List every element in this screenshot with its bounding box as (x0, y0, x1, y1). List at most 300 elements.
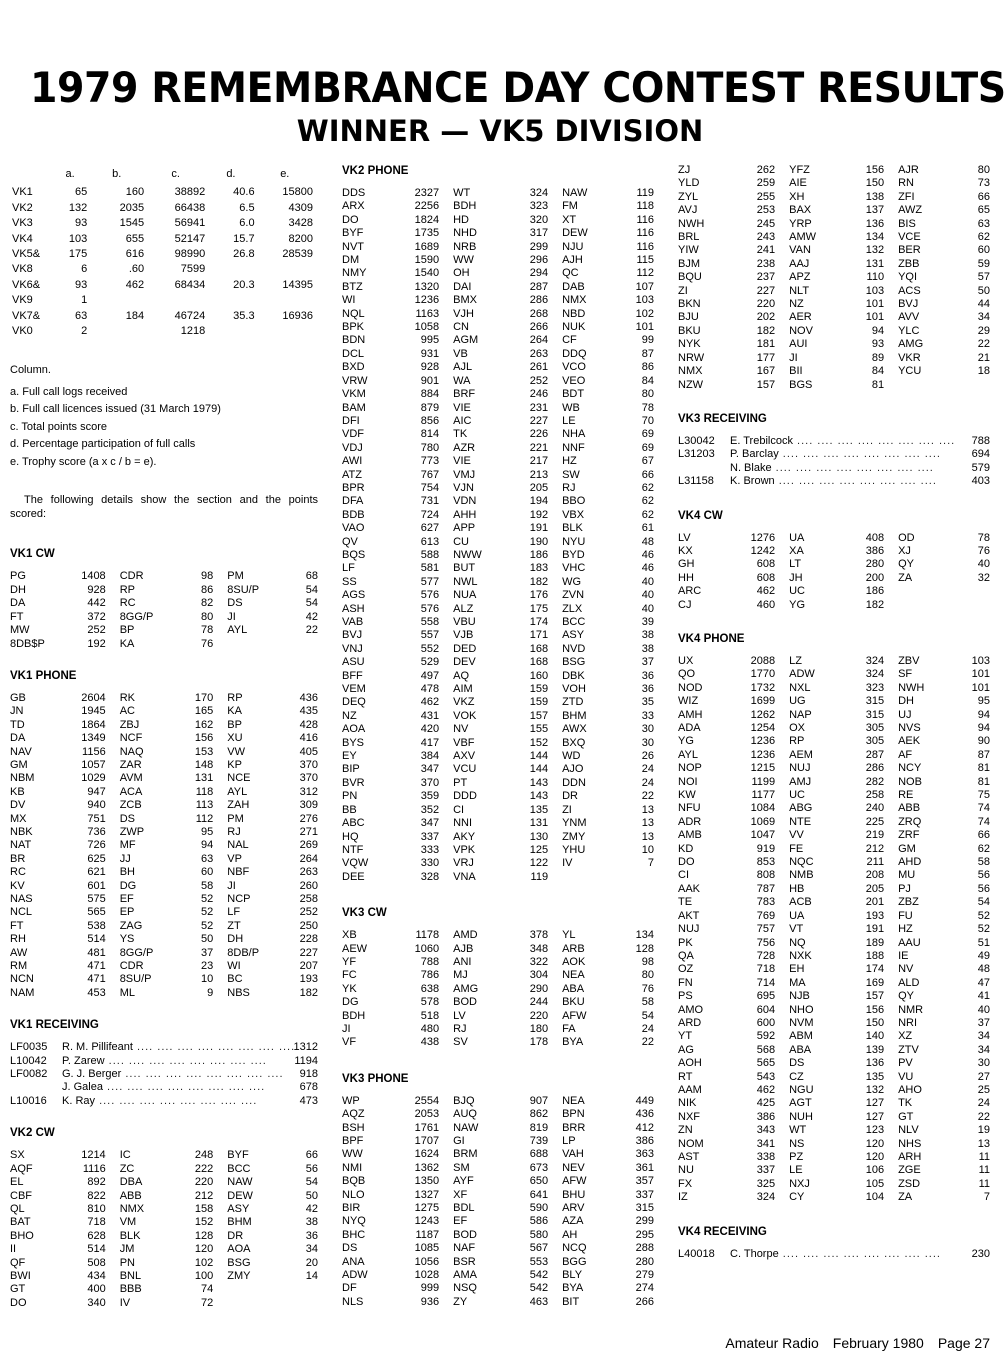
points-cell: 86 (641, 361, 654, 374)
points-cell: 95 (201, 825, 214, 838)
callsign-cell: CI (678, 869, 689, 882)
table-row (678, 1178, 990, 1191)
points-cell: 245 (756, 217, 776, 230)
callsign-cell: LZ (789, 654, 802, 667)
callsign-cell: DS (119, 812, 135, 825)
points-cell: 1177 (751, 789, 776, 802)
points-cell: 143 (529, 776, 549, 789)
points-cell: 1057 (81, 758, 106, 771)
table-row (342, 187, 654, 200)
table-row (678, 856, 990, 869)
points-cell: 22 (305, 624, 318, 637)
points-cell: 144 (529, 750, 549, 763)
callsign-cell: NYU (562, 535, 586, 548)
callsign-cell: FX (678, 1177, 693, 1190)
points-cell: 918 (299, 1068, 318, 1081)
points-cell: 237 (756, 271, 776, 284)
points-cell: 246 (529, 388, 549, 401)
table-row (678, 244, 990, 257)
points-cell: 386 (865, 544, 885, 557)
callsign-cell: NYK (678, 338, 701, 351)
points-cell: 940 (87, 799, 106, 812)
callsign-cell: ZWP (119, 825, 145, 838)
callsign-cell: ARC (678, 585, 702, 598)
callsign-cell: BYF (342, 227, 364, 240)
callsign-cell: BOD (453, 1228, 477, 1241)
points-cell: 120 (194, 1243, 214, 1256)
table-row (10, 1068, 318, 1081)
section-heading: VK2 CW (10, 1127, 55, 1140)
points-cell: 1194 (294, 1054, 318, 1067)
callsign-cell: NNF (562, 441, 585, 454)
points-cell: 1735 (414, 227, 440, 240)
points-cell: 168 (529, 642, 549, 655)
points-cell: 67 (641, 455, 654, 468)
callsign-cell: NBS (227, 986, 250, 999)
summary-cell: 1 (81, 294, 88, 307)
callsign-cell: VRW (342, 374, 368, 387)
callsign-cell: NXJ (789, 1177, 810, 1190)
table-row (10, 719, 318, 732)
callsign-cell: AG (678, 1043, 694, 1056)
table-row (10, 611, 318, 624)
callsign-cell: RJ (227, 825, 241, 838)
summary-cell: 98990 (174, 248, 206, 261)
points-cell: 40 (977, 1003, 990, 1016)
table-row (678, 352, 990, 365)
callsign-cell: NCL (10, 906, 33, 919)
callsign-cell: BDB (342, 508, 365, 521)
section-table (342, 929, 654, 1050)
points-cell: 324 (865, 654, 885, 667)
callsign-cell: VM (119, 1216, 137, 1229)
callsign-cell: CN (453, 321, 469, 334)
callsign-cell: NMI (342, 1161, 363, 1174)
callsign-cell: AYF (453, 1175, 474, 1188)
points-cell: 348 (529, 942, 549, 955)
callsign-cell: VNJ (342, 642, 363, 655)
callsign-cell: ZTD (562, 696, 584, 709)
points-cell: 54 (977, 896, 990, 909)
points-cell: 50 (201, 933, 214, 946)
callsign-cell: JI (342, 1022, 351, 1035)
callsign-cell: BQU (678, 271, 702, 284)
callsign-cell: FN (678, 976, 693, 989)
points-cell: 579 (971, 461, 990, 474)
points-cell: 30 (641, 736, 654, 749)
callsign-cell: CDR (119, 960, 144, 973)
callsign-cell: NVM (789, 1016, 814, 1029)
points-cell: 780 (420, 441, 440, 454)
points-cell: 58 (201, 879, 214, 892)
callsign-cell: ZBB (898, 257, 920, 270)
callsign-cell: BSH (342, 1121, 365, 1134)
callsign-cell: DS (789, 1057, 805, 1070)
table-row (342, 603, 654, 616)
points-cell: 98 (641, 955, 654, 968)
points-cell: 157 (865, 990, 885, 1003)
points-cell: 193 (299, 973, 318, 986)
callsign-cell: DEW (562, 227, 588, 240)
callsign-cell: ABB (898, 802, 921, 815)
points-cell: 103 (635, 294, 654, 307)
points-cell: 182 (299, 986, 318, 999)
table-row (10, 826, 318, 839)
callsign-cell: BIP (342, 763, 360, 776)
points-cell: 428 (299, 718, 318, 731)
callsign-cell: NMR (898, 1003, 924, 1016)
leader-dots: .... .... .... .... .... .... .... .... (132, 1041, 296, 1054)
table-row (678, 338, 990, 351)
callsign-cell: ZA (898, 571, 913, 584)
points-cell: 167 (756, 365, 776, 378)
points-cell: 205 (865, 882, 885, 895)
callsign-cell: VP (227, 852, 242, 865)
callsign-cell: NMB (789, 869, 814, 882)
points-cell: 304 (529, 969, 549, 982)
callsign-cell: JN (10, 705, 24, 718)
callsign-cell: DO (10, 1296, 27, 1309)
points-cell: 135 (865, 1070, 885, 1083)
points-cell: 1276 (750, 531, 776, 544)
section-vk3-phone-continued (678, 164, 990, 392)
callsign-cell: WD (562, 750, 581, 763)
points-cell: 819 (529, 1121, 549, 1134)
callsign-cell: MJ (453, 969, 468, 982)
callsign-cell: CY (789, 1191, 805, 1204)
callsign-cell: BKU (678, 324, 701, 337)
callsign-cell: ABC (342, 817, 365, 830)
callsign-cell: KP (227, 758, 242, 771)
table-row (678, 558, 990, 571)
points-cell: 1243 (414, 1215, 440, 1228)
points-cell: 442 (87, 597, 106, 610)
points-cell: 1236 (750, 748, 776, 761)
points-cell (280, 1283, 318, 1296)
callsign-cell: BYD (562, 548, 585, 561)
callsign-cell: BFF (342, 669, 363, 682)
callsign-cell: NJU (562, 240, 584, 253)
summary-cell: 6 (81, 263, 88, 276)
points-cell: 227 (529, 414, 549, 427)
points-cell: 68 (305, 570, 318, 583)
callsign-cell: DFA (342, 495, 364, 508)
points-cell: 115 (636, 254, 654, 267)
points-cell: 1254 (750, 722, 776, 734)
points-cell: 98 (201, 570, 214, 583)
licence-number: L30042 (678, 434, 715, 447)
points-cell: 315 (635, 1202, 654, 1215)
table-row (10, 933, 318, 946)
points-cell: 862 (529, 1108, 549, 1121)
table-row (10, 1216, 318, 1229)
summary-cell: 7599 (180, 263, 206, 276)
summary-table (10, 166, 315, 340)
section-heading: VK3 PHONE (342, 1072, 409, 1085)
points-cell: 34 (977, 1043, 990, 1056)
callsign-cell: NCP (227, 893, 251, 905)
points-cell: 299 (635, 1215, 654, 1228)
points-cell: 1732 (750, 681, 776, 694)
callsign-cell: AW (10, 946, 28, 959)
points-cell: 61 (641, 522, 654, 535)
callsign-cell: WB (562, 401, 580, 414)
callsign-cell: VKM (342, 388, 366, 401)
callsign-cell: JH (789, 571, 803, 584)
section-heading: VK1 CW (10, 548, 55, 561)
summary-call-area: VK9 (12, 294, 33, 307)
points-cell: 323 (529, 200, 549, 213)
table-row (342, 549, 654, 562)
points-cell: 23 (201, 960, 214, 973)
points-cell: 290 (529, 982, 549, 995)
callsign-cell: MU (898, 869, 916, 882)
leader-dots: .... .... .... .... .... .... .... .... (95, 1094, 258, 1107)
points-cell: 947 (87, 785, 106, 798)
points-cell: 1060 (414, 942, 440, 955)
points-cell: 186 (529, 548, 549, 561)
points-cell: 34 (305, 1243, 318, 1256)
page-title: 1979 REMEMBRANCE DAY CONTEST RESULTS (30, 63, 1006, 112)
callsign-cell: AGT (789, 1097, 812, 1110)
summary-row (12, 217, 313, 230)
column-1 (10, 166, 318, 1310)
callsign-cell: AOA (342, 723, 366, 736)
callsign-cell: AWZ (898, 204, 923, 217)
callsign-cell: BBO (562, 495, 586, 508)
callsign-cell: NMX (119, 1202, 145, 1215)
points-cell: 718 (87, 1216, 106, 1229)
points-cell: 132 (865, 1083, 885, 1096)
points-cell: 226 (529, 428, 549, 441)
summary-call-area: VK3 (12, 217, 33, 230)
callsign-cell: ABA (562, 982, 585, 995)
callsign-cell: VIE (453, 455, 471, 468)
points-cell: 586 (529, 1215, 549, 1228)
points-cell: 305 (865, 722, 885, 734)
table-row (342, 375, 654, 388)
leader-dots: .... .... .... .... .... .... .... .... (778, 448, 941, 461)
table-row (10, 960, 318, 973)
listener-name-cell (730, 448, 950, 461)
callsign-cell: NAW (227, 1176, 253, 1189)
callsign-cell: NUJ (789, 762, 811, 775)
callsign-cell: JJ (119, 852, 131, 865)
callsign-cell: BDL (453, 1202, 475, 1215)
summary-cell: 26.8 (233, 248, 255, 261)
callsign-cell: DH (227, 933, 244, 946)
callsign-cell: AMH (678, 708, 703, 721)
callsign-cell: DED (453, 642, 477, 655)
points-cell: 52 (977, 923, 990, 936)
points-cell: 425 (756, 1097, 776, 1110)
callsign-cell: MA (789, 976, 806, 989)
points-cell: 1689 (414, 240, 440, 253)
summary-cell: 160 (125, 186, 145, 199)
points-cell: 728 (756, 949, 776, 962)
callsign-cell: AHH (453, 508, 477, 521)
callsign-cell: ASY (562, 629, 585, 642)
callsign-cell: TK (453, 428, 468, 441)
points-cell: 1058 (414, 321, 440, 334)
points-cell: 767 (420, 468, 440, 481)
callsign-cell: ZI (562, 803, 572, 816)
callsign-cell: IE (898, 949, 909, 962)
callsign-cell: YS (119, 933, 135, 946)
points-cell: 299 (529, 240, 549, 253)
callsign-cell: NWL (453, 575, 478, 588)
callsign-cell: IC (119, 1149, 131, 1162)
summary-cell: 655 (125, 232, 145, 245)
callsign-cell: BXD (342, 361, 365, 374)
table-row (10, 692, 318, 705)
listener-name-cell (730, 475, 950, 488)
points-cell: 32 (977, 571, 990, 584)
points-cell: 56 (977, 882, 990, 895)
callsign-cell: VKZ (453, 696, 475, 709)
callsign-cell: ZC (119, 1162, 135, 1175)
callsign-cell: ZT (227, 919, 241, 932)
callsign-cell: HZ (562, 455, 577, 468)
table-row (342, 267, 654, 280)
points-cell: 263 (299, 866, 318, 879)
callsign-cell: KV (10, 879, 25, 892)
page-subtitle: WINNER — VK5 DIVISION (296, 114, 704, 148)
points-cell: 50 (305, 1189, 318, 1202)
listener-name: C. Thorpe (730, 1247, 779, 1260)
section-table (678, 655, 990, 1205)
table-row (678, 695, 990, 708)
licence-number: LF0082 (10, 1068, 48, 1081)
summary-cell: 462 (125, 278, 145, 291)
callsign-cell: RP (119, 583, 135, 596)
callsign-cell: BDN (342, 334, 366, 347)
points-cell: 2053 (414, 1108, 440, 1121)
points-cell: 225 (865, 815, 885, 828)
callsign-cell: YK (342, 982, 357, 995)
callsign-cell: CI (453, 803, 465, 816)
points-cell: 718 (756, 963, 776, 976)
callsign-cell: BLK (119, 1229, 141, 1242)
callsign-cell: UA (789, 909, 805, 922)
callsign-cell: AMO (678, 1003, 704, 1016)
points-cell: 130 (529, 830, 549, 843)
points-cell: 156 (194, 732, 214, 745)
callsign-cell: NRW (678, 351, 705, 364)
table-row (678, 789, 990, 802)
callsign-cell: NCE (227, 772, 251, 785)
licence-number: LF0035 (10, 1041, 48, 1054)
table-row (342, 308, 654, 321)
callsign-cell: AQ (453, 669, 470, 682)
table-row (10, 1203, 318, 1216)
callsign-cell: LV (678, 531, 691, 544)
points-cell: 322 (529, 955, 549, 968)
points-cell: 252 (299, 906, 318, 919)
points-cell: 40 (977, 558, 990, 571)
callsign-cell: VMJ (453, 468, 476, 481)
callsign-cell: VJH (453, 307, 474, 320)
points-cell: 201 (865, 896, 885, 909)
callsign-cell: 8SU/P (227, 583, 260, 596)
points-cell: 37 (201, 946, 214, 959)
points-cell: 101 (971, 668, 990, 681)
callsign-cell: BJM (678, 257, 700, 270)
points-cell: 62 (977, 231, 990, 244)
table-row (342, 1189, 654, 1202)
callsign-cell: AZA (562, 1215, 584, 1228)
callsign-cell: VDN (453, 495, 477, 508)
callsign-cell: BVR (342, 776, 365, 789)
points-cell: 565 (756, 1057, 776, 1070)
section-table (678, 164, 990, 392)
table-row (342, 281, 654, 294)
callsign-cell: MW (10, 624, 30, 637)
table-row (342, 696, 654, 709)
table-row (10, 638, 318, 651)
table-row (678, 298, 990, 311)
callsign-cell: NOI (678, 775, 698, 788)
callsign-cell: AMD (453, 929, 478, 942)
callsign-cell: EF (453, 1215, 468, 1228)
callsign-cell: OD (898, 531, 915, 544)
points-cell: 41 (977, 990, 990, 1003)
callsign-cell: DO (678, 856, 695, 869)
callsign-cell: NLT (789, 284, 810, 297)
callsign-cell: AJL (453, 361, 473, 374)
points-cell: 200 (865, 571, 885, 584)
callsign-cell: ABM (789, 1030, 813, 1043)
points-cell: 116 (636, 227, 654, 240)
table-row (10, 1257, 318, 1270)
points-cell: 1236 (750, 735, 776, 748)
callsign-cell: BPK (342, 321, 365, 334)
table-row (342, 254, 654, 267)
callsign-cell: NJB (789, 990, 810, 1003)
points-cell: 263 (529, 347, 549, 360)
points-cell: 438 (420, 1036, 440, 1049)
table-row (342, 1202, 654, 1215)
table-row (678, 365, 990, 378)
callsign-cell: YLD (678, 177, 700, 190)
points-cell: 462 (756, 585, 776, 598)
points-cell: 518 (420, 1009, 440, 1022)
points-cell: 241 (756, 244, 776, 257)
callsign-cell: AST (678, 1151, 700, 1163)
summary-cell: 40.6 (233, 186, 255, 199)
callsign-cell: NUA (453, 589, 477, 602)
points-cell: 347 (420, 763, 440, 776)
callsign-cell: AER (789, 311, 812, 324)
callsign-cell: KA (119, 637, 135, 650)
points-cell: 266 (529, 321, 549, 334)
table-row (678, 1164, 990, 1177)
callsign-cell: ZAR (119, 758, 142, 771)
points-cell: 20 (305, 1256, 318, 1269)
points-cell: 576 (420, 602, 440, 615)
section-table (10, 570, 318, 650)
callsign-cell: NCN (10, 973, 34, 986)
points-cell: 724 (420, 508, 440, 521)
table-row (10, 1270, 318, 1283)
points-cell (952, 585, 991, 598)
callsign-cell: DDS (342, 187, 366, 199)
callsign-cell: UC (789, 585, 805, 598)
points-cell: 590 (529, 1202, 549, 1215)
callsign-cell: ZGE (898, 1164, 921, 1177)
table-row (678, 1004, 990, 1017)
points-cell: 94 (977, 708, 990, 721)
